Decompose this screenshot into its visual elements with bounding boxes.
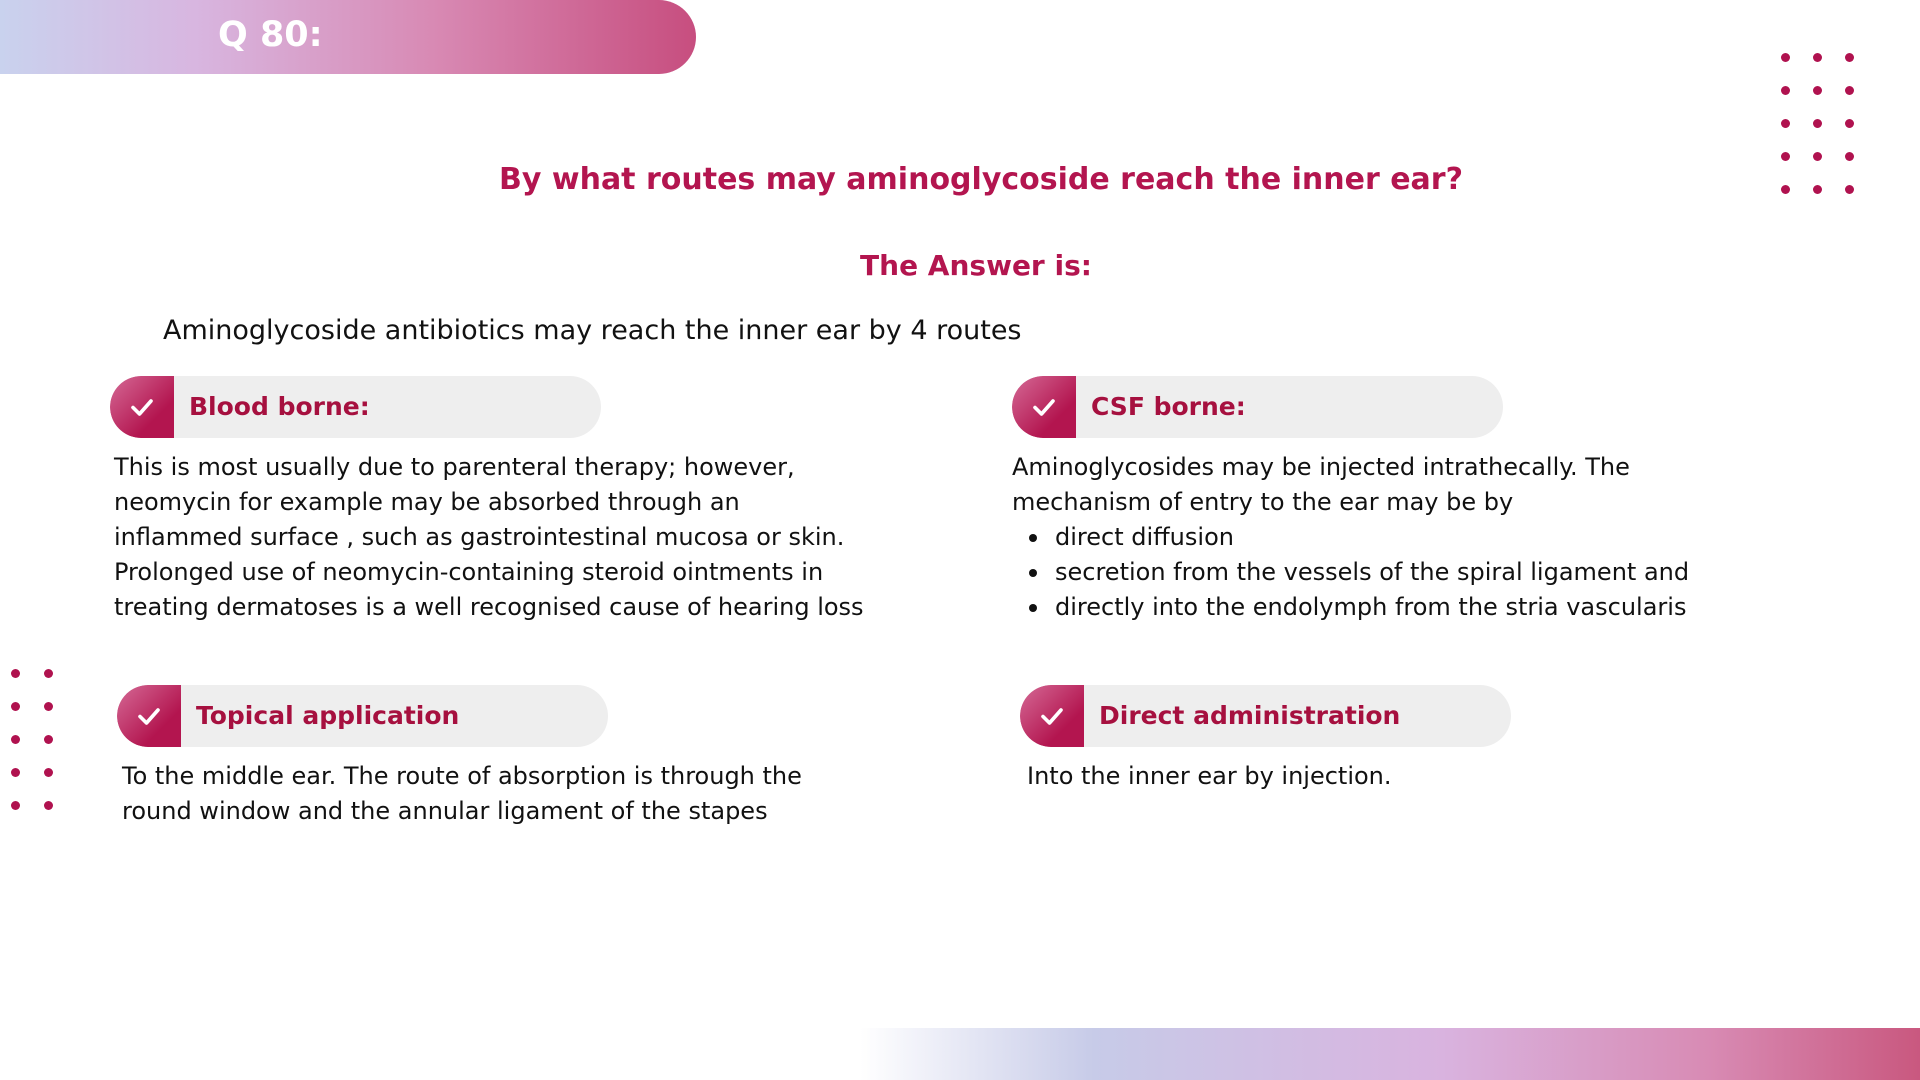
csf-entry-mechanism-list (1012, 520, 1689, 625)
list-item: secretion from the vessels of the spiral ligament and (1012, 555, 1689, 590)
bottom-gradient-banner (860, 1028, 1920, 1080)
section-header-blood-borne (110, 376, 601, 438)
dot (1813, 119, 1822, 128)
dot (11, 768, 20, 777)
list-item: directly into the endolymph from the stria vascularis (1012, 590, 1689, 625)
check-icon (110, 376, 174, 438)
question-number: Q 80: (218, 15, 323, 55)
paragraph-line: neomycin for example may be absorbed through an (114, 488, 740, 516)
dot (44, 735, 53, 744)
dot (44, 768, 53, 777)
answer-heading: The Answer is: (860, 249, 1092, 282)
decorative-dot-grid-left (11, 669, 52, 810)
section-title: Blood borne: (189, 392, 370, 421)
check-icon (117, 685, 181, 747)
section-header-direct-administration (1020, 685, 1511, 747)
section-body-csf-borne (1012, 450, 1630, 520)
dot (11, 801, 20, 810)
check-icon (1012, 376, 1076, 438)
dot (44, 801, 53, 810)
dot (44, 669, 53, 678)
dot (1781, 119, 1790, 128)
list-item: direct diffusion (1012, 520, 1689, 555)
check-icon (1020, 685, 1084, 747)
dot (11, 735, 20, 744)
paragraph-line: To the middle ear. The route of absorption is through the (122, 762, 802, 790)
section-body-direct-administration (1027, 759, 1392, 794)
question-title: By what routes may aminoglycoside reach the inner ear? (499, 162, 1463, 197)
dot (1813, 86, 1822, 95)
paragraph-line: Aminoglycosides may be injected intrathecally. The (1012, 453, 1630, 481)
dot (1845, 86, 1854, 95)
dot (1781, 53, 1790, 62)
section-title: Topical application (196, 701, 460, 730)
question-number-banner (0, 0, 696, 74)
section-body-topical-application (122, 759, 802, 829)
paragraph-line: round window and the annular ligament of the stapes (122, 797, 768, 825)
section-title: Direct administration (1099, 701, 1401, 730)
paragraph-line: This is most usually due to parenteral therapy; however, (114, 453, 795, 481)
dot (11, 669, 20, 678)
section-title: CSF borne: (1091, 392, 1246, 421)
paragraph-line: Prolonged use of neomycin-containing steroid ointments in (114, 558, 824, 586)
dot (11, 702, 20, 711)
section-header-topical-application (117, 685, 608, 747)
dot (1845, 119, 1854, 128)
answer-intro: Aminoglycoside antibiotics may reach the inner ear by 4 routes (163, 315, 1022, 346)
dot (44, 702, 53, 711)
section-body-blood-borne (114, 450, 864, 625)
dot (1813, 53, 1822, 62)
paragraph-line: treating dermatoses is a well recognised cause of hearing loss (114, 593, 864, 621)
paragraph-line: inflammed surface , such as gastrointestinal mucosa or skin. (114, 523, 845, 551)
paragraph-line: mechanism of entry to the ear may be by (1012, 488, 1514, 516)
dot (1845, 53, 1854, 62)
dot (1781, 86, 1790, 95)
section-header-csf-borne (1012, 376, 1503, 438)
paragraph-line: Into the inner ear by injection. (1027, 762, 1392, 790)
